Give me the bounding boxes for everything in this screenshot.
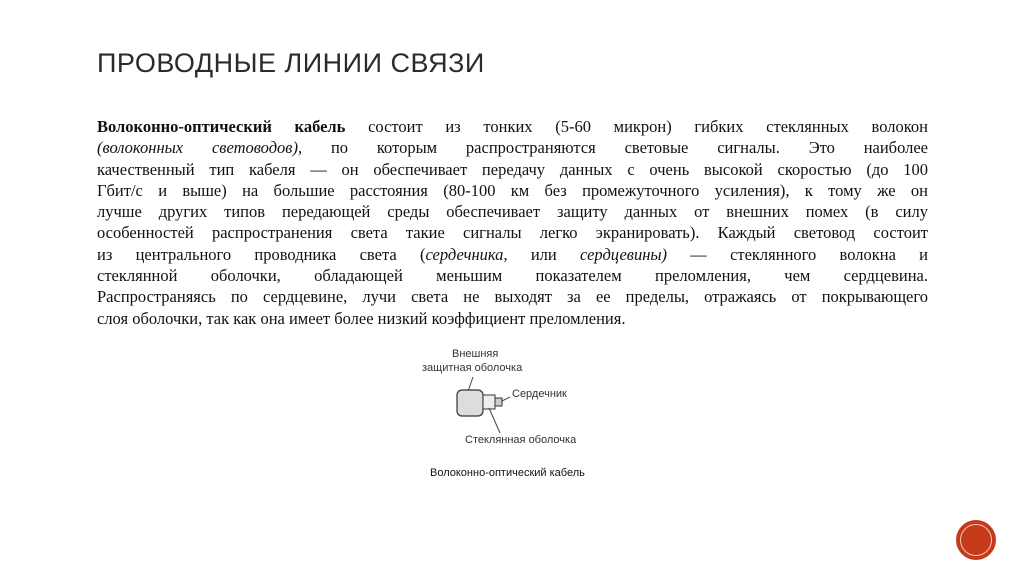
label-core: Сердечник — [512, 388, 567, 400]
label-glass-cladding: Стеклянная оболочка — [465, 434, 577, 446]
term-italic: (волоконных световодов) — [97, 138, 298, 158]
text-line — [97, 116, 928, 137]
slide-decoration-circle — [958, 522, 994, 558]
text: из центрального проводника света ( — [97, 244, 426, 264]
text-line: слоя оболочки, так как она имеет более низкий коэффициент преломления. — [97, 308, 626, 328]
text-line: лучше других типов передающей среды обеспечивает защиту данных от внешних помех (в силу — [97, 202, 928, 222]
text: — стеклянного волокна и — [667, 244, 928, 264]
fiber-cable-figure — [420, 345, 620, 490]
term-italic: сердцевины) — [579, 244, 668, 264]
figure-caption: Волоконно-оптический кабель — [430, 467, 585, 479]
body-paragraph — [97, 116, 928, 329]
term-italic: сердечника — [425, 244, 504, 264]
text: , или — [503, 244, 580, 264]
label-outer-2: защитная оболочка — [422, 362, 523, 374]
text-line: стеклянной оболочки, обладающей меньшим показателем преломления, чем сердцевина. — [97, 266, 928, 286]
text: состоит из тонких (5-60 микрон) гибких стеклянных волокон — [345, 117, 928, 136]
text-line — [97, 244, 928, 265]
label-outer-1: Внешняя — [452, 348, 499, 360]
text-line: особенностей распространения света такие сигналы легко экранировать). Каждый световод состоит — [97, 223, 928, 243]
text-line: Гбит/с и выше) на большие расстояния (80-100 км без промежуточного усиления), к тому же он — [97, 180, 928, 200]
text-line: качественный тип кабеля — он обеспечивает передачу данных с очень высокой скоростью (до 100 — [97, 159, 928, 179]
text-line — [97, 137, 928, 158]
term-bold: Волоконно-оптический кабель — [97, 117, 346, 136]
text: , по которым распространяются световые сигналы. Это наиболее — [297, 138, 928, 158]
slide-title: ПРОВОДНЫЕ ЛИНИИ СВЯЗИ — [97, 48, 485, 78]
text-line: Распространяясь по сердцевине, лучи света не выходят за ее пределы, отражаясь от покрывающего — [97, 287, 928, 307]
